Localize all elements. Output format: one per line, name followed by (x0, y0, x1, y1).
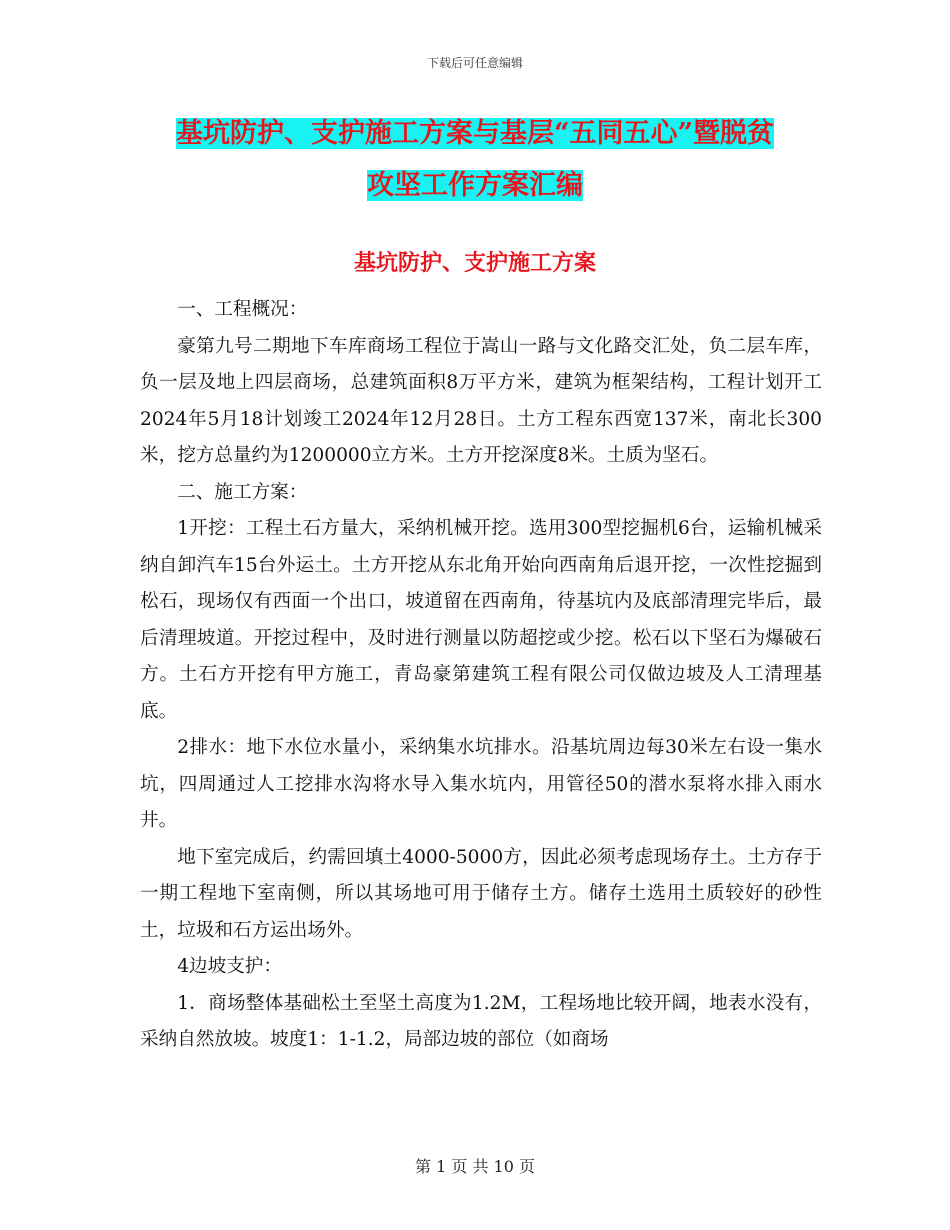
paragraph-backfill: 地下室完成后，约需回填土4000-5000方，因此必须考虑现场存土。土方存于一期工程地下室南侧，所以其场地可用于储存土方。储存土选用土质较好的砂性土，垃圾和石方运出场外。 (140, 846, 822, 941)
document-body (140, 292, 822, 1059)
paragraph-heading-overview: 一、工程概况： (177, 299, 308, 320)
page-number: 第 1 页 共 10 页 (415, 1157, 535, 1176)
title-line-2: 攻坚工作方案汇编 (367, 170, 583, 201)
document-title (0, 108, 950, 212)
paragraph-overview: 豪第九号二期地下车库商场工程位于嵩山一路与文化路交汇处，负二层车库，负一层及地上四层商场，总建筑面积8万平方米，建筑为框架结构，工程计划开工2024年5月18计划竣工2024年12月28日。土方工程东西宽137米，南北长300米，挖方总量约为1200000立方米。土方开挖深度8米。土质为坚石。 (140, 335, 822, 466)
download-note: 下载后可任意编辑 (426, 56, 523, 70)
title-line-1: 基坑防护、支护施工方案与基层“五同五心”暨脱贫 (175, 118, 775, 149)
section-title: 基坑防护、支护施工方案 (353, 250, 596, 276)
paragraph-heading-plan: 二、施工方案： (177, 481, 308, 503)
paragraph-excavation: 1开挖：工程土石方量大，采纳机械开挖。选用300型挖掘机6台，运输机械采纳自卸汽车15台外运土。土方开挖从东北角开始向西南角后退开挖，一次性挖掘到松石，现场仅有西面一个出口，坡道留在西南角，待基坑内及底部清理完毕后，最后清理坡道。开挖过程中，及时进行测量以防超挖或少挖。松石以下坚石为爆破石方。土石方开挖有甲方施工，青岛豪第建筑工程有限公司仅做边坡及人工清理基底。 (140, 518, 822, 722)
paragraph-drainage: 2排水：地下水位水量小，采纳集水坑排水。沿基坑周边每30米左右设一集水坑，四周通过人工挖排水沟将水导入集水坑内，用管径50的潜水泵将水排入雨水井。 (140, 737, 822, 831)
paragraph-heading-slope: 4边坡支护： (177, 956, 282, 977)
paragraph-slope-1: 1．商场整体基础松土至坚土高度为1.2M，工程场地比较开阔，地表水没有，采纳自然放坡。坡度1：1-1.2，局部边坡的部位（如商场 (140, 992, 822, 1050)
